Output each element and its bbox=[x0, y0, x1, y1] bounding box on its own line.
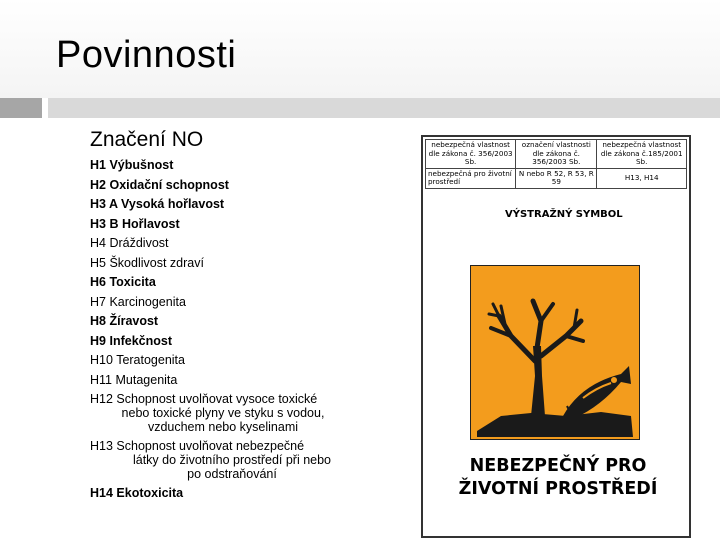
hazard-item: H3 A Vysoká hořlavost bbox=[90, 197, 225, 211]
hazard-item: H12 Schopnost uvolňovat vysoce toxické nebo toxické plyny ve styku s vodou, vzduchem nebo kyselinami bbox=[90, 390, 340, 437]
table-header-cell: nebezpečná vlastnost dle zákona č.185/2001 Sb. bbox=[597, 140, 687, 169]
table-header-cell: označení vlastnosti dle zákona č. 356/2003 Sb. bbox=[516, 140, 597, 169]
label-caption-line: ŽIVOTNÍ PROSTŘEDÍ bbox=[458, 479, 658, 499]
hazard-item-continuation: nebo toxické plyny ve styku s vodou, vzduchem nebo kyselinami bbox=[121, 406, 325, 434]
accent-bar-right bbox=[48, 98, 720, 118]
hazard-item: H4 Dráždivost bbox=[90, 236, 169, 250]
table-cell: H13, H14 bbox=[597, 168, 687, 188]
title-area bbox=[0, 0, 720, 98]
environment-hazard-icon bbox=[470, 265, 640, 440]
hazard-item: H13 Schopnost uvolňovat nebezpečné látky do životního prostředí při nebo po odstraňování bbox=[90, 437, 340, 484]
hazard-item: H9 Infekčnost bbox=[90, 333, 172, 348]
hazard-item: H6 Toxicita bbox=[90, 275, 156, 289]
hazard-item: H3 B Hořlavost bbox=[90, 216, 180, 231]
dead-tree-fish-icon bbox=[471, 266, 639, 439]
label-caption-line: NEBEZPEČNÝ PRO bbox=[469, 456, 647, 476]
warning-symbol-title: VÝSTRAŽNÝ SYMBOL bbox=[505, 209, 623, 220]
table-header-cell: nebezpečná vlastnost dle zákona č. 356/2003 Sb. bbox=[426, 140, 516, 169]
hazard-item: H11 Mutagenita bbox=[90, 372, 178, 387]
slide-subtitle: Značení NO bbox=[90, 128, 204, 151]
table-header-row bbox=[426, 140, 687, 169]
accent-bar-left bbox=[0, 98, 42, 118]
hazard-list bbox=[90, 156, 340, 504]
hazard-property-table bbox=[425, 139, 687, 189]
hazard-item: H2 Oxidační schopnost bbox=[90, 177, 229, 192]
hazard-item-continuation: látky do životního prostředí při nebo po odstraňování bbox=[132, 453, 332, 481]
hazard-item: H8 Žíravost bbox=[90, 314, 159, 328]
table-cell: N nebo R 52, R 53, R 59 bbox=[516, 168, 597, 188]
hazard-item: H10 Teratogenita bbox=[90, 353, 185, 367]
label-caption bbox=[443, 455, 673, 501]
hazard-item: H1 Výbušnost bbox=[90, 158, 174, 172]
hazard-item: H5 Škodlivost zdraví bbox=[90, 255, 204, 270]
table-cell: nebezpečná pro životní prostředí bbox=[426, 168, 516, 188]
table-row bbox=[426, 168, 687, 188]
hazard-item: H7 Karcinogenita bbox=[90, 294, 186, 309]
hazard-item: H14 Ekotoxicita bbox=[90, 486, 184, 500]
slide-title: Povinnosti bbox=[56, 34, 237, 76]
hazard-label-panel bbox=[421, 135, 691, 538]
